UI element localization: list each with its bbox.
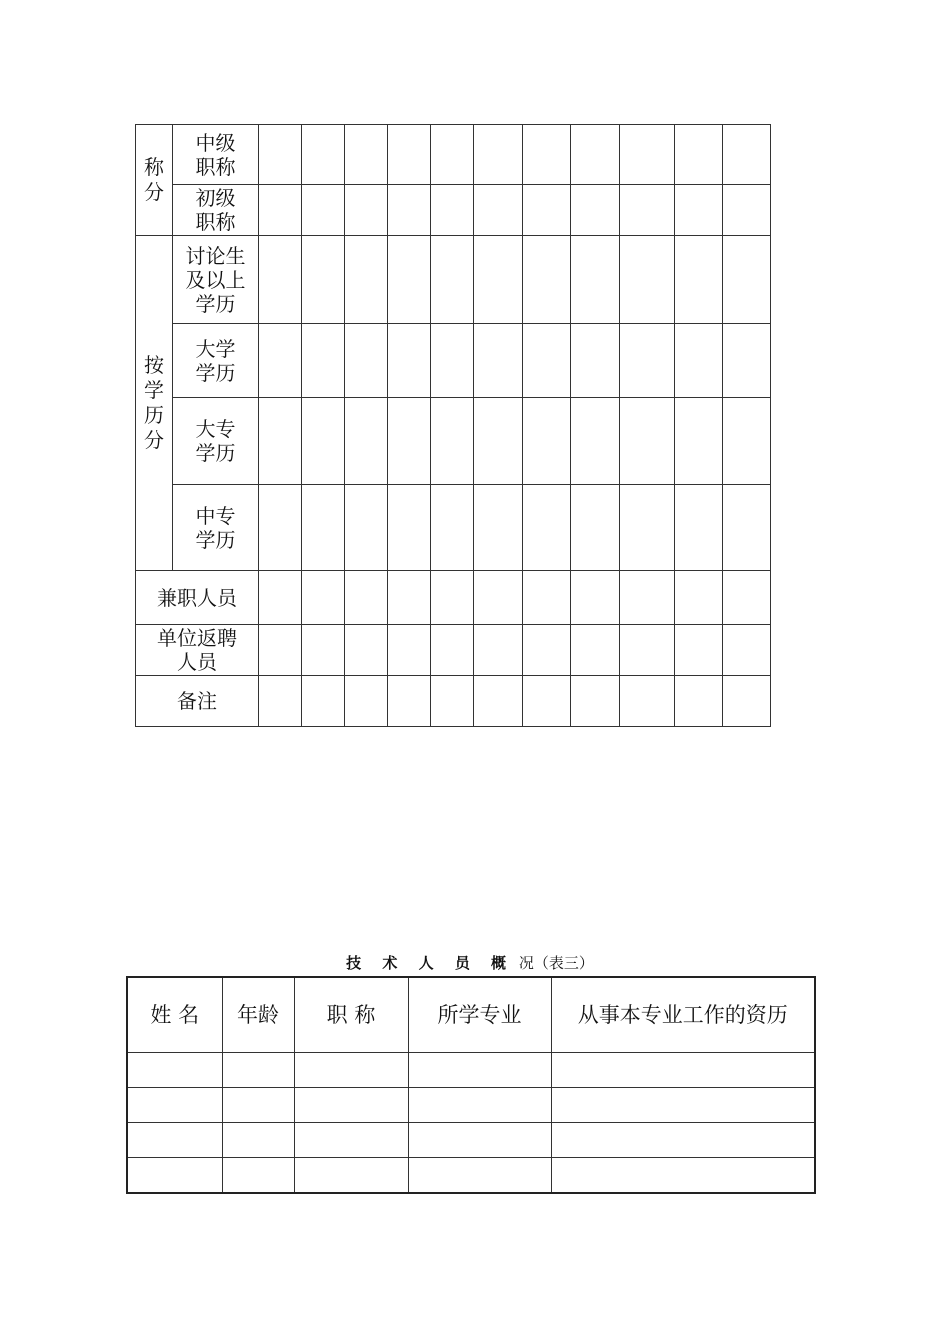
row-label-university	[173, 324, 259, 398]
technical-staff-table	[126, 976, 816, 1194]
row-label-postgrad	[173, 236, 259, 324]
row-label-remarks	[136, 676, 259, 727]
row-label-part-time	[136, 571, 259, 625]
row-label-postgrad-text: 讨论生 及以上 学历	[185, 243, 246, 316]
table3-caption-main: 技 术 人 员 概	[346, 954, 515, 972]
group-label-title	[136, 125, 173, 236]
header-age: 年龄	[222, 977, 294, 1053]
group-label-education	[136, 236, 173, 571]
header-experience: 从事本专业工作的资历	[551, 977, 815, 1053]
table-row	[127, 1088, 815, 1123]
header-major: 所学专业	[408, 977, 551, 1053]
row-label-remarks-text: 备注	[177, 689, 217, 713]
table-row	[127, 1123, 815, 1158]
table-row	[127, 1053, 815, 1088]
row-label-mid-title	[173, 125, 259, 185]
table-row	[127, 1158, 815, 1194]
row-label-secondary-text: 中专 学历	[195, 503, 236, 552]
group-label-title-text: 称分	[144, 155, 164, 204]
row-label-university-text: 大学 学历	[195, 336, 236, 385]
header-title: 职 称	[294, 977, 408, 1053]
table3-caption	[125, 953, 815, 973]
row-label-rehired-text: 单位返聘 人员	[157, 626, 237, 674]
row-label-college	[173, 398, 259, 485]
table3-caption-suffix: 况（表三）	[518, 954, 594, 972]
personnel-stats-table	[135, 124, 771, 727]
row-label-rehired	[136, 625, 259, 676]
row-label-mid-title-text: 中级 职称	[195, 130, 236, 179]
row-label-junior-title-text: 初级 职称	[195, 186, 236, 234]
row-label-junior-title	[173, 185, 259, 236]
row-label-secondary	[173, 485, 259, 571]
row-label-part-time-text: 兼职人员	[157, 585, 237, 610]
row-label-college-text: 大专 学历	[195, 417, 236, 465]
group-label-education-text: 按学历分	[144, 353, 164, 452]
header-name: 姓 名	[127, 977, 222, 1053]
